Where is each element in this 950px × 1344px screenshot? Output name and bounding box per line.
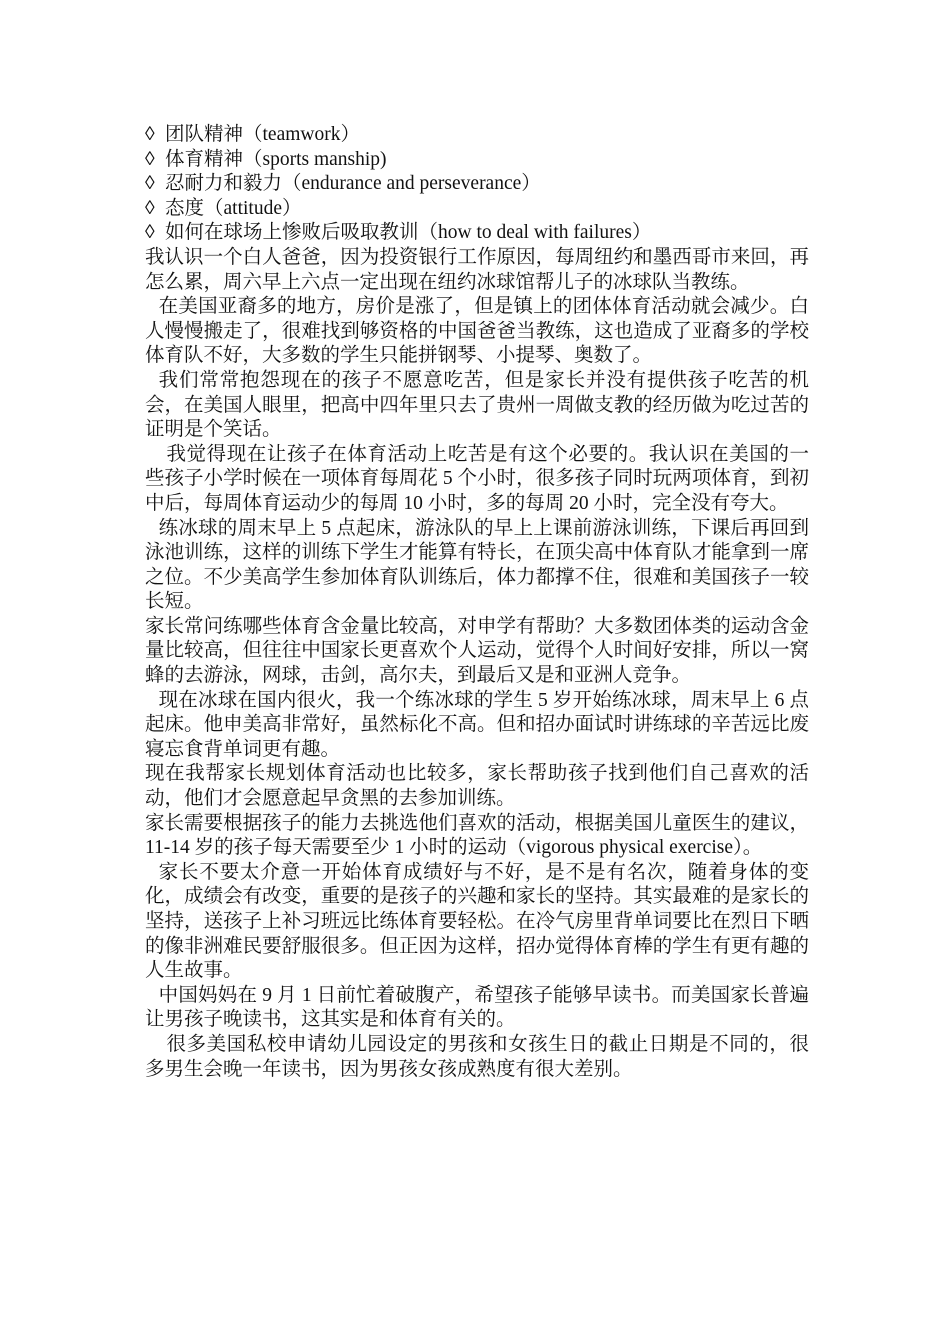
list-item-text: 态度（attitude） [165,197,302,219]
paragraph-hardship: 我们常常抱怨现在的孩子不愿意吃苦，但是家长并没有提供孩子吃苦的机会，在美国人眼里，把高中四年里只去了贵州一周做支教的经历做为吃过苦的证明是个笑话。 [145,369,809,441]
list-item-text: 团队精神（teamwork） [165,124,360,145]
list-item-text: 忍耐力和毅力（endurance and perseverance） [165,173,541,195]
diamond-bullet-icon: ◊ [145,222,155,244]
list-item [145,221,809,246]
diamond-bullet-icon: ◊ [145,148,155,170]
paragraph-hockey-swim-training: 练冰球的周末早上 5 点起床，游泳队的早上上课前游泳训练，下课后再回到泳池训练，这样的训练下学生才能算有特长，在顶尖高中体育队才能拿到一席之位。不少美高学生参加体育队训练后，体力都撑不住，很难和美国孩子一较长短。 [145,517,809,613]
paragraph-parent-persistence: 家长不要太介意一开始体育成绩好与不好，是不是有名次，随着身体的变化，成绩会有改变，重要的是孩子的兴趣和家长的坚持。其实最难的是家长的坚持，送孩子上补习班远比练体育要轻松。在冷气房里背单词要比在烈日下晒的像非洲难民要舒服很多。但正因为这样，招办觉得体育棒的学生有更有趣的人生故事。 [145,861,809,982]
paragraph-kindergarten-cutoff: 很多美国私校申请幼儿园设定的男孩和女孩生日的截止日期是不同的，很多男生会晚一年读书，因为男孩女孩成熟度有很大差别。 [145,1033,809,1080]
paragraph-school-start: 中国妈妈在 9 月 1 日前忙着破腹产，希望孩子能够早读书。而美国家长普遍让男孩子晚读书，这其实是和体育有关的。 [145,984,809,1031]
list-item-text: 如何在球场上惨败后吸取教训（how to deal with failures） [165,222,652,244]
paragraph-doctor-advice: 家长需要根据孩子的能力去挑选他们喜欢的活动，根据美国儿童医生的建议，11-14 岁的孩子每天需要至少 1 小时的运动（vigorous physical exercise）。 [145,812,809,859]
paragraph-asian-neighborhoods: 在美国亚裔多的地方，房价是涨了，但是镇上的团体体育活动就会减少。白人慢慢搬走了，很难找到够资格的中国爸爸当教练，这也造成了亚裔多的学校体育队不好，大多数的学生只能拼钢琴、小提琴、奥数了。 [145,296,809,367]
diamond-bullet-icon: ◊ [145,173,155,195]
list-item [145,123,809,148]
diamond-bullet-icon: ◊ [145,197,155,219]
diamond-bullet-icon: ◊ [145,124,155,145]
list-item [145,172,809,197]
document-body [145,123,809,1082]
paragraph-planning-activities: 现在我帮家长规划体育活动也比较多，家长帮助孩子找到他们自己喜欢的活动，他们才会愿意起早贪黑的去参加训练。 [145,763,809,810]
paragraph-ice-hockey-student: 现在冰球在国内很火，我一个练冰球的学生 5 岁开始练冰球，周末早上 6 点起床。他申美高非常好，虽然标化不高。但和招办面试时讲练球的辛苦远比废寝忘食背单词更有趣。 [145,689,809,760]
list-item [145,197,809,222]
list-item [145,148,809,173]
qualities-list [145,123,809,246]
paragraph-team-sports-value: 家长常问练哪些体育含金量比较高，对申学有帮助？大多数团体类的运动含金量比较高，但往往中国家长更喜欢个人运动，觉得个人时间好安排，所以一窝蜂的去游泳，网球，击剑，高尔夫，到最后又是和亚洲人竞争。 [145,615,809,687]
paragraph-training-hours: 我觉得现在让孩子在体育活动上吃苦是有这个必要的。我认识在美国的一些孩子小学时候在一项体育每周花 5 个小时，很多孩子同时玩两项体育，到初中后，每周体育运动少的每周 10 小时，多的每周 20 小时，完全没有夸大。 [145,443,809,514]
paragraph-hockey-dad: 我认识一个白人爸爸，因为投资银行工作原因，每周纽约和墨西哥市来回，再怎么累，周六早上六点一定出现在纽约冰球馆帮儿子的冰球队当教练。 [145,246,809,293]
list-item-text: 体育精神（sports manship) [165,148,387,170]
